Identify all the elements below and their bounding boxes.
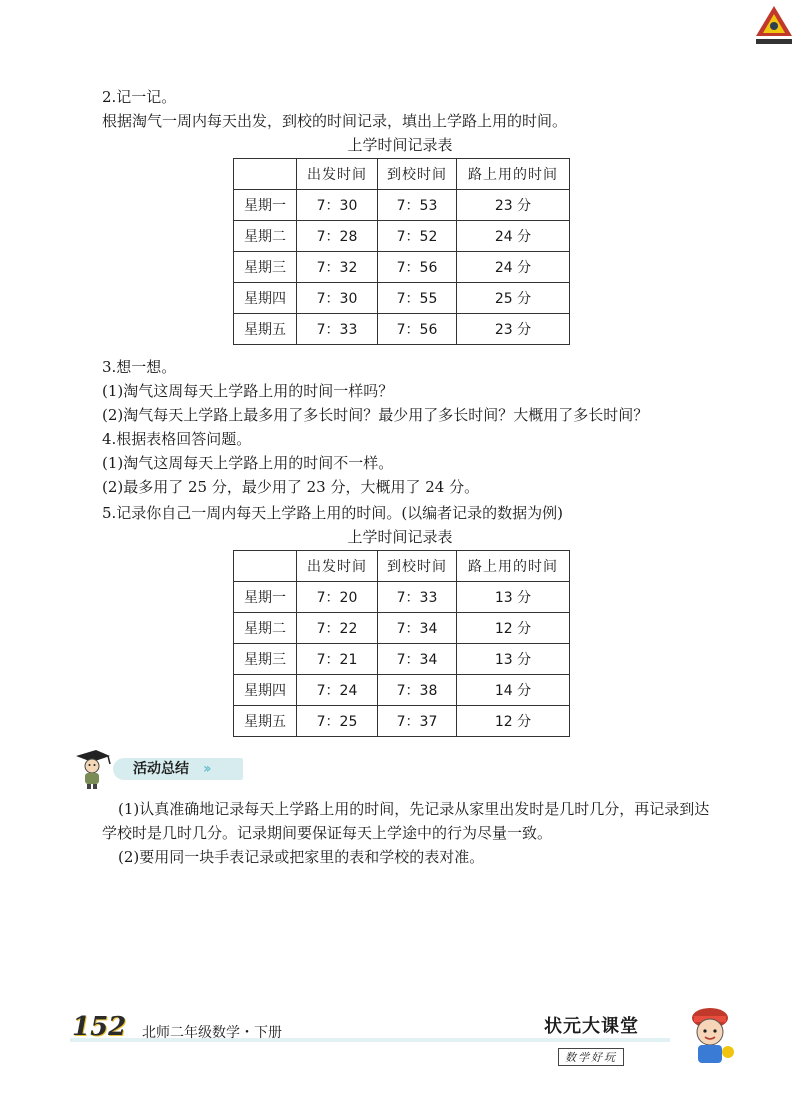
table-cell: 星期四	[234, 283, 297, 314]
section4-answer-2: (2)最多用了 25 分，最少用了 23 分，大概用了 24 分。	[102, 478, 480, 496]
table-cell: 12 分	[457, 706, 570, 737]
table-cell: 23 分	[457, 190, 570, 221]
table-cell: 星期一	[234, 190, 297, 221]
table-cell: 7：30	[297, 283, 378, 314]
section5-heading: 5.记录你自己一周内每天上学路上用的时间。(以编者记录的数据为例)	[102, 504, 564, 522]
table2-title: 上学时间记录表	[347, 528, 453, 546]
section3-heading: 3.想一想。	[102, 358, 177, 376]
badge-label: 活动总结	[133, 761, 189, 777]
double-chevron-right-icon: ››	[203, 761, 209, 777]
activity-summary-badge	[113, 758, 243, 780]
table-cell: 星期三	[234, 252, 297, 283]
table-cell: 24 分	[457, 252, 570, 283]
record-table-1	[233, 158, 570, 345]
table1-title: 上学时间记录表	[347, 136, 453, 154]
scholar-mascot-icon	[70, 746, 114, 790]
table-header-cell: 到校时间	[378, 159, 457, 190]
table-cell: 13 分	[457, 644, 570, 675]
table-row	[234, 613, 570, 644]
summary-paragraph-1-line-1: (1)认真准确地记录每天上学路上用的时间，先记录从家里出发时是几时几分，再记录到达	[118, 800, 710, 818]
section3-question-1: (1)淘气这周每天上学路上用的时间一样吗？	[102, 382, 394, 400]
table-header-cell: 路上用的时间	[457, 551, 570, 582]
table-cell: 星期四	[234, 675, 297, 706]
table-cell: 星期五	[234, 314, 297, 345]
table-header-row	[234, 159, 570, 190]
section4-heading: 4.根据表格回答问题。	[102, 430, 252, 448]
table-header-cell: 到校时间	[378, 551, 457, 582]
table-cell: 25 分	[457, 283, 570, 314]
table-cell: 7：33	[297, 314, 378, 345]
table-cell: 星期五	[234, 706, 297, 737]
table-cell: 7：53	[378, 190, 457, 221]
table-row	[234, 252, 570, 283]
table-header-cell	[234, 551, 297, 582]
summary-paragraph-1-line-2: 学校时是几时几分。记录期间要保证每天上学途中的行为尽量一致。	[102, 824, 553, 842]
table-header-cell: 出发时间	[297, 551, 378, 582]
table-cell: 7：22	[297, 613, 378, 644]
section2-instruction: 根据淘气一周内每天出发，到校的时间记录，填出上学路上用的时间。	[102, 112, 568, 130]
table-cell: 7：30	[297, 190, 378, 221]
brand-subtitle: 数学好玩	[558, 1048, 624, 1066]
table-row	[234, 190, 570, 221]
brand-name: 状元大课堂	[544, 1016, 639, 1037]
table-header-cell: 路上用的时间	[457, 159, 570, 190]
section4-answer-1: (1)淘气这周每天上学路上用的时间不一样。	[102, 454, 394, 472]
table-cell: 7：37	[378, 706, 457, 737]
table-cell: 12 分	[457, 613, 570, 644]
table-row	[234, 582, 570, 613]
table-header-cell	[234, 159, 297, 190]
record-table-2	[233, 550, 570, 737]
table-cell: 14 分	[457, 675, 570, 706]
table-cell: 7：34	[378, 644, 457, 675]
table-cell: 7：25	[297, 706, 378, 737]
table-row	[234, 675, 570, 706]
table-cell: 星期二	[234, 613, 297, 644]
page-number: 152	[72, 1012, 127, 1042]
table-cell: 24 分	[457, 221, 570, 252]
section2-heading: 2.记一记。	[102, 88, 177, 106]
mascot-boy-icon	[680, 1004, 740, 1068]
table-cell: 7：21	[297, 644, 378, 675]
table-cell: 星期三	[234, 644, 297, 675]
table-cell: 7：28	[297, 221, 378, 252]
table-cell: 7：56	[378, 252, 457, 283]
table-cell: 7：56	[378, 314, 457, 345]
table-row	[234, 221, 570, 252]
table-cell: 7：32	[297, 252, 378, 283]
table-header-cell: 出发时间	[297, 159, 378, 190]
table-cell: 7：34	[378, 613, 457, 644]
publisher-logo	[752, 2, 796, 46]
table-header-row	[234, 551, 570, 582]
book-title: 北师二年级数学・下册	[142, 1025, 282, 1041]
table-cell: 星期一	[234, 582, 297, 613]
table-cell: 23 分	[457, 314, 570, 345]
table-row	[234, 283, 570, 314]
table-cell: 7：24	[297, 675, 378, 706]
table-cell: 7：38	[378, 675, 457, 706]
table-cell: 7：52	[378, 221, 457, 252]
table-cell: 13 分	[457, 582, 570, 613]
table-cell: 星期二	[234, 221, 297, 252]
table-cell: 7：55	[378, 283, 457, 314]
table-cell: 7：20	[297, 582, 378, 613]
table-cell: 7：33	[378, 582, 457, 613]
section3-question-2: (2)淘气每天上学路上最多用了多长时间？最少用了多长时间？大概用了多长时间？	[102, 406, 649, 424]
table-row	[234, 644, 570, 675]
table-row	[234, 314, 570, 345]
table-row	[234, 706, 570, 737]
summary-paragraph-2: (2)要用同一块手表记录或把家里的表和学校的表对准。	[118, 848, 485, 866]
